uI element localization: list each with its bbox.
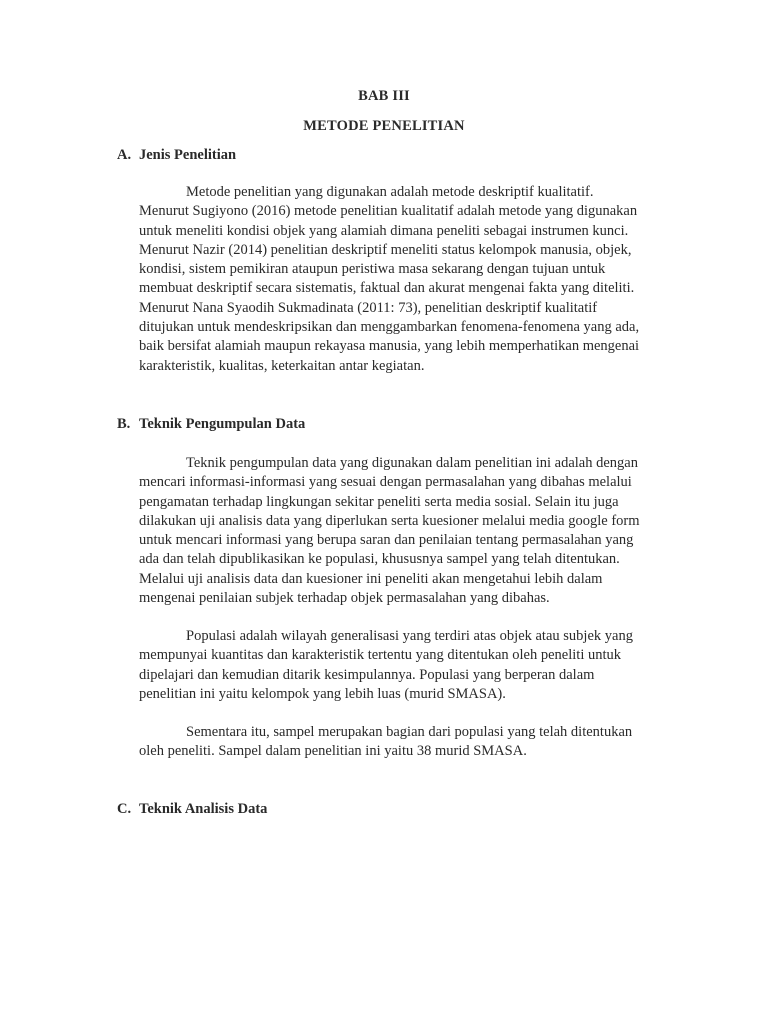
text-line: Menurut Nazir (2014) penelitian deskriptif meneliti status kelompok manusia, objek,: [139, 241, 632, 258]
paragraph-sampel: [139, 723, 679, 762]
paragraph-populasi: [139, 627, 679, 704]
text-line: dilakukan uji analisis data yang diperlukan serta kuesioner melalui media google form: [139, 512, 640, 529]
text-line: mempunyai kuantitas dan karakteristik tertentu yang ditentukan oleh peneliti untuk: [139, 647, 621, 664]
chapter-number: BAB III: [358, 88, 410, 104]
section-letter: C.: [117, 801, 132, 817]
text-line: mengenai penilaian subjek terhadap objek permasalahan yang dibahas.: [139, 590, 550, 607]
section-heading-c: [117, 801, 267, 818]
paragraph-teknik-pengumpulan: [139, 454, 679, 608]
text-line: Menurut Nana Syaodih Sukmadinata (2011: 73), penelitian deskriptif kualitatif: [139, 299, 598, 316]
paragraph-jenis-penelitian: [139, 183, 679, 376]
text-line: untuk mencari informasi yang berupa saran dan penilaian tentang permasalahan yang: [139, 532, 634, 549]
text-line: penelitian ini yaitu kelompok yang lebih luas (murid SMASA).: [139, 685, 506, 702]
text-line: ada dan telah dipublikasikan ke populasi, khususnya sampel yang telah ditentukan.: [139, 551, 620, 568]
text-line: Teknik pengumpulan data yang digunakan dalam penelitian ini adalah dengan: [186, 455, 638, 471]
text-line: Sementara itu, sampel merupakan bagian dari populasi yang telah ditentukan: [186, 724, 633, 740]
section-heading-a: [117, 147, 236, 164]
section-heading-b: [117, 416, 305, 433]
text-line: Metode penelitian yang digunakan adalah metode deskriptif kualitatif.: [186, 184, 594, 200]
text-line: dipelajari dan kemudian ditarik kesimpulannya. Populasi yang berperan dalam: [139, 666, 595, 683]
text-line: Populasi adalah wilayah generalisasi yang terdiri atas objek atau subjek yang: [186, 628, 633, 644]
text-line: karakteristik, kualitas, keterkaitan antar kegiatan.: [139, 357, 425, 374]
text-line: mencari informasi-informasi yang sesuai dengan permasalahan yang dibahas melalui: [139, 474, 632, 491]
text-line: pengamatan terhadap lingkungan sekitar peneliti serta media sosial. Selain itu juga: [139, 493, 619, 510]
text-line: Melalui uji analisis data dan kuesioner ini peneliti akan mengetahui lebih dalam: [139, 570, 603, 587]
section-letter: A.: [117, 147, 132, 163]
text-line: oleh peneliti. Sampel dalam penelitian ini yaitu 38 murid SMASA.: [139, 743, 527, 760]
text-line: ditujukan untuk mendeskripsikan dan menggambarkan fenomena-fenomena yang ada,: [139, 319, 640, 336]
text-line: Menurut Sugiyono (2016) metode penelitian kualitatif adalah metode yang digunakan: [139, 203, 638, 220]
text-line: baik bersifat alamiah maupun rekayasa manusia, yang lebih memperhatikan mengenai: [139, 338, 640, 355]
section-title: Jenis Penelitian: [139, 147, 237, 163]
text-line: membuat deskriptif secara sistematis, faktual dan akurat mengenai fakta yang diteliti.: [139, 280, 635, 297]
text-line: untuk meneliti kondisi objek yang alamiah dimana peneliti sebagai instrumen kunci.: [139, 222, 629, 239]
section-title: Teknik Analisis Data: [139, 801, 268, 817]
text-line: kondisi, sistem pemikiran ataupun peristiwa masa sekarang dengan tujuan untuk: [139, 261, 606, 278]
chapter-title: METODE PENELITIAN: [303, 118, 465, 134]
section-title: Teknik Pengumpulan Data: [139, 416, 306, 432]
section-letter: B.: [117, 416, 131, 432]
